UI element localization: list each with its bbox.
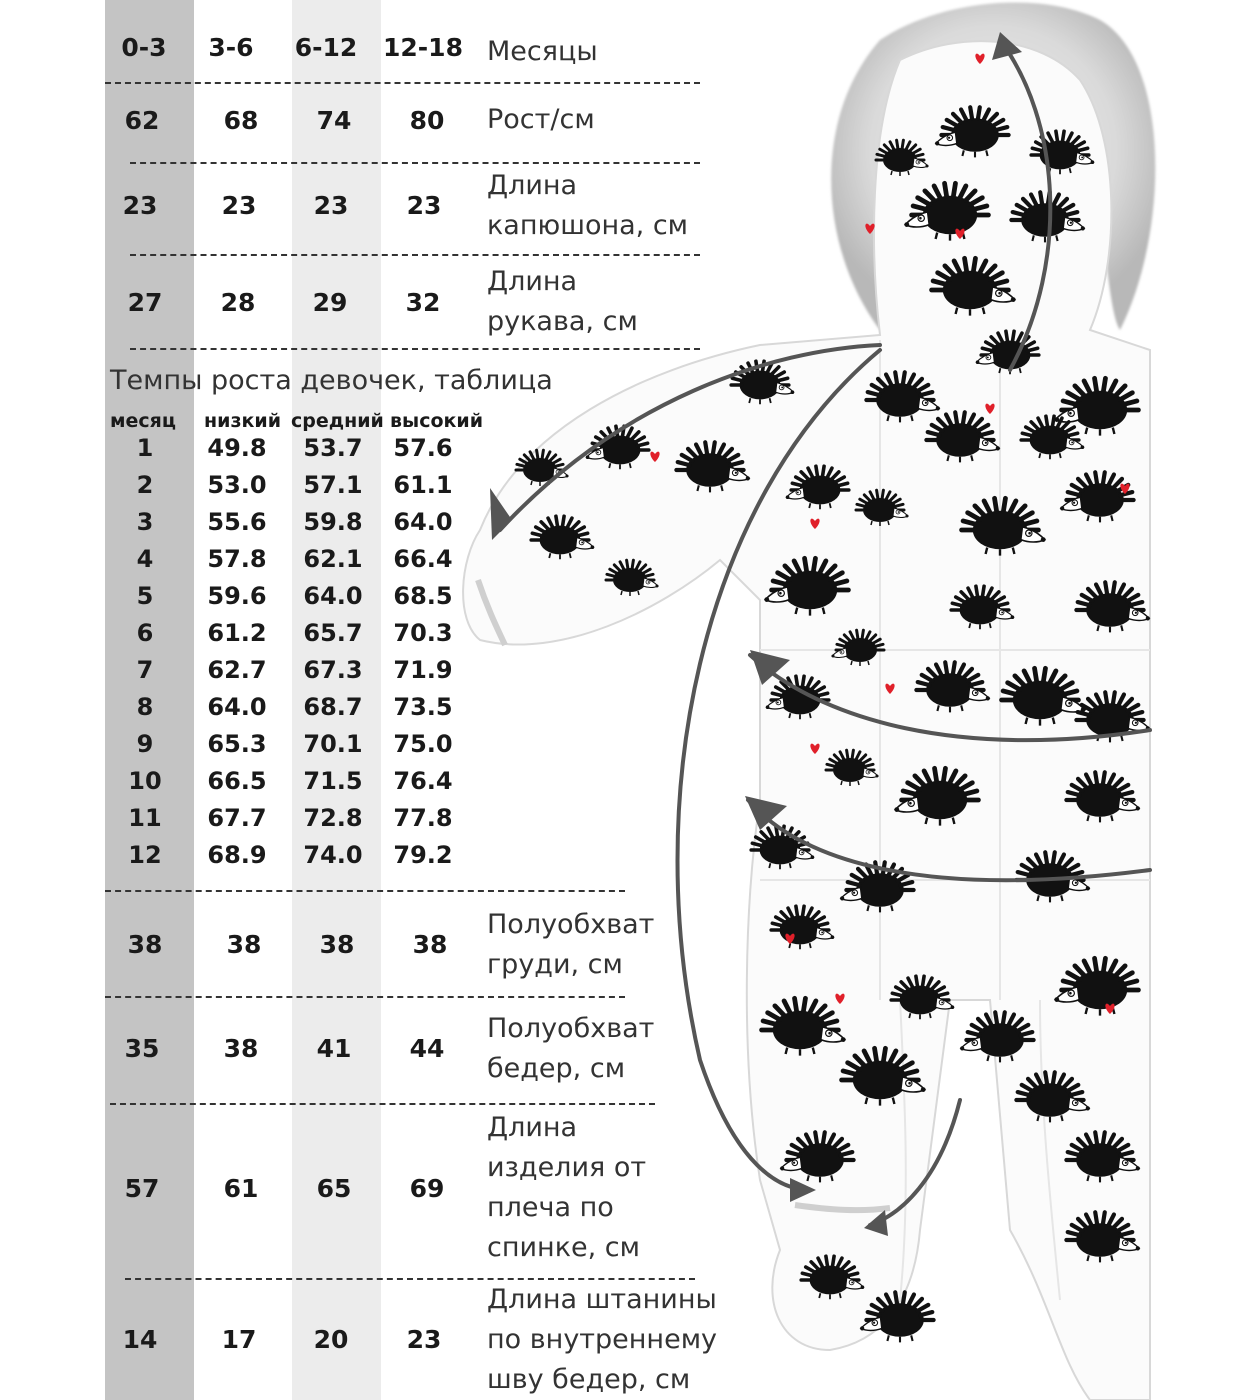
- hips-12-18: 44: [409, 1034, 445, 1063]
- growth-value-cell: 68.7: [303, 693, 363, 721]
- growth-value-cell: 53.0: [207, 471, 267, 499]
- growth-value-cell: 55.6: [207, 508, 267, 536]
- growth-month-cell: 6: [136, 619, 154, 647]
- growth-header-month: месяц: [110, 410, 176, 432]
- height-3-6: 68: [223, 106, 259, 135]
- growth-header-high: высокий: [390, 410, 484, 432]
- age-3-6: 3-6: [208, 33, 254, 62]
- growth-table-title: Темпы роста девочек, таблица: [110, 365, 553, 396]
- growth-value-cell: 70.3: [393, 619, 453, 647]
- growth-value-cell: 64.0: [393, 508, 453, 536]
- growth-value-cell: 53.7: [303, 434, 363, 462]
- growth-value-cell: 67.7: [207, 804, 267, 832]
- growth-value-cell: 75.0: [393, 730, 453, 758]
- growth-value-cell: 59.6: [207, 582, 267, 610]
- growth-value-cell: 49.8: [207, 434, 267, 462]
- inseam-3-6: 17: [221, 1325, 257, 1354]
- growth-value-cell: 76.4: [393, 767, 453, 795]
- growth-value-cell: 64.0: [303, 582, 363, 610]
- height-6-12: 74: [316, 106, 352, 135]
- growth-month-cell: 8: [136, 693, 154, 721]
- chest-0-3: 38: [127, 930, 163, 959]
- sleeve-0-3: 27: [127, 288, 163, 317]
- sleeve-label: Длина рукава, см: [487, 266, 638, 337]
- hips-0-3: 35: [124, 1034, 160, 1063]
- growth-value-cell: 74.0: [303, 841, 363, 869]
- growth-header-mid: средний: [291, 410, 384, 432]
- growth-value-cell: 57.6: [393, 434, 453, 462]
- hood-6-12: 23: [313, 191, 349, 220]
- hood-12-18: 23: [406, 191, 442, 220]
- growth-value-cell: 67.3: [303, 656, 363, 684]
- growth-value-cell: 68.5: [393, 582, 453, 610]
- growth-value-cell: 70.1: [303, 730, 363, 758]
- age-12-18: 12-18: [383, 33, 463, 62]
- growth-value-cell: 79.2: [393, 841, 453, 869]
- growth-value-cell: 57.8: [207, 545, 267, 573]
- growth-month-cell: 2: [136, 471, 154, 499]
- growth-month-cell: 3: [136, 508, 154, 536]
- age-0-3: 0-3: [121, 33, 167, 62]
- growth-value-cell: 64.0: [207, 693, 267, 721]
- chest-3-6: 38: [226, 930, 262, 959]
- growth-value-cell: 59.8: [303, 508, 363, 536]
- sleeve-3-6: 28: [220, 288, 256, 317]
- hips-3-6: 38: [223, 1034, 259, 1063]
- growth-value-cell: 65.3: [207, 730, 267, 758]
- growth-value-cell: 65.7: [303, 619, 363, 647]
- hips-label: Полуобхват бедер, см: [487, 1013, 655, 1084]
- inseam-12-18: 23: [406, 1325, 442, 1354]
- hood-3-6: 23: [221, 191, 257, 220]
- growth-value-cell: 61.1: [393, 471, 453, 499]
- hips-6-12: 41: [316, 1034, 352, 1063]
- length-0-3: 57: [124, 1174, 160, 1203]
- growth-value-cell: 61.2: [207, 619, 267, 647]
- snowsuit-illustration: [450, 0, 1248, 1400]
- height-label: Рост/см: [487, 104, 595, 135]
- chest-label: Полуобхват груди, см: [487, 909, 655, 980]
- growth-value-cell: 66.5: [207, 767, 267, 795]
- age-6-12: 6-12: [294, 33, 358, 62]
- height-12-18: 80: [409, 106, 445, 135]
- hood-0-3: 23: [122, 191, 158, 220]
- chest-6-12: 38: [319, 930, 355, 959]
- growth-value-cell: 73.5: [393, 693, 453, 721]
- growth-month-cell: 1: [136, 434, 154, 462]
- height-0-3: 62: [124, 106, 160, 135]
- growth-month-cell: 9: [136, 730, 154, 758]
- length-12-18: 69: [409, 1174, 445, 1203]
- inseam-label: Длина штанины по внутреннему шву бедер, см: [487, 1284, 718, 1395]
- length-label: Длина изделия от плеча по спинке, см: [487, 1112, 647, 1263]
- growth-value-cell: 68.9: [207, 841, 267, 869]
- growth-month-cell: 11: [128, 804, 162, 832]
- growth-month-cell: 4: [136, 545, 154, 573]
- sleeve-6-12: 29: [312, 288, 348, 317]
- growth-value-cell: 62.7: [207, 656, 267, 684]
- inseam-6-12: 20: [313, 1325, 349, 1354]
- growth-value-cell: 77.8: [393, 804, 453, 832]
- growth-header-low: низкий: [204, 410, 282, 432]
- growth-value-cell: 72.8: [303, 804, 363, 832]
- length-3-6: 61: [223, 1174, 259, 1203]
- growth-month-cell: 5: [136, 582, 154, 610]
- growth-value-cell: 71.5: [303, 767, 363, 795]
- hood-label: Длина капюшона, см: [487, 170, 689, 241]
- chest-12-18: 38: [412, 930, 448, 959]
- growth-month-cell: 12: [128, 841, 162, 869]
- ages-label: Месяцы: [487, 36, 598, 67]
- growth-value-cell: 62.1: [303, 545, 363, 573]
- length-6-12: 65: [316, 1174, 352, 1203]
- growth-value-cell: 66.4: [393, 545, 453, 573]
- growth-value-cell: 57.1: [303, 471, 363, 499]
- growth-value-cell: 71.9: [393, 656, 453, 684]
- inseam-0-3: 14: [122, 1325, 158, 1354]
- sleeve-12-18: 32: [405, 288, 441, 317]
- growth-month-cell: 10: [128, 767, 162, 795]
- growth-month-cell: 7: [136, 656, 154, 684]
